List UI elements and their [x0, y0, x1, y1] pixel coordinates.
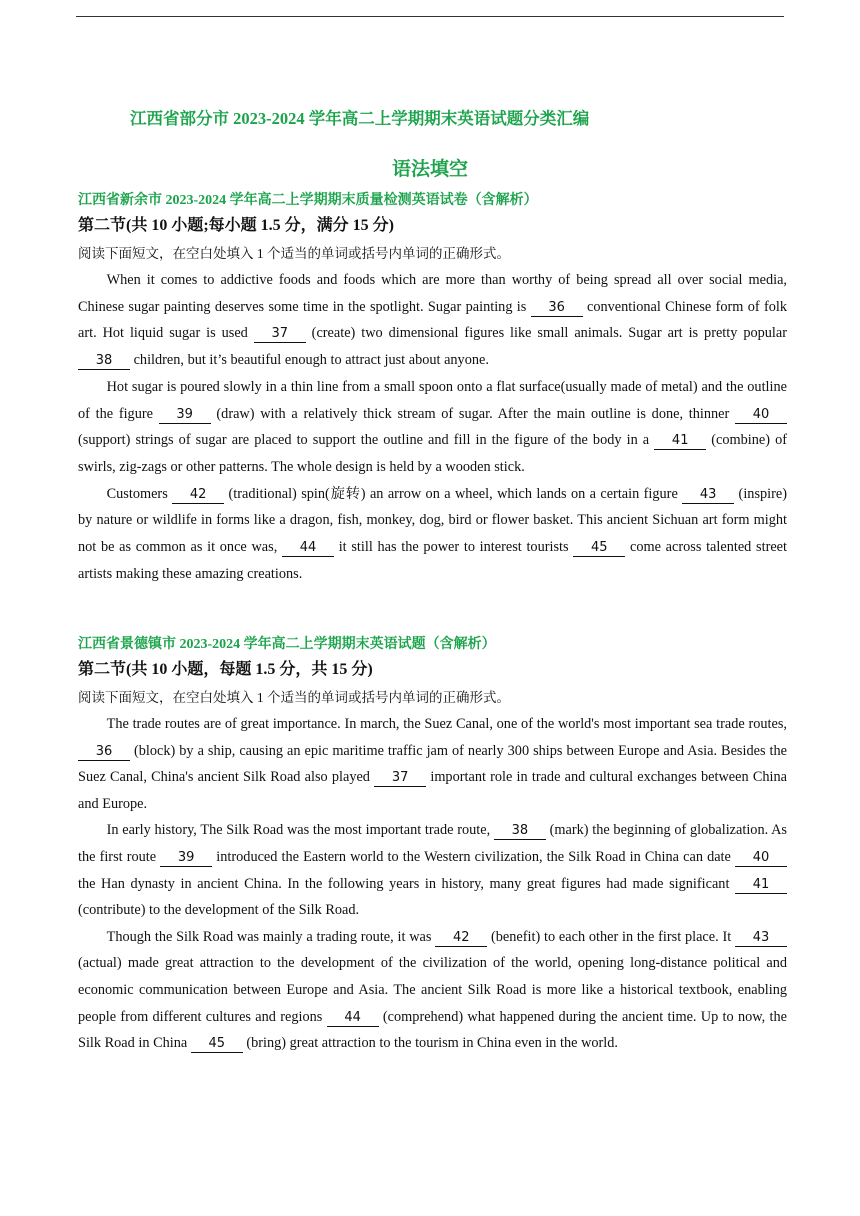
paragraph-text: In early history, The Silk Road was the most important trade route, [106, 822, 494, 839]
paragraph-text: (benefit) to each other in the first place. It [487, 928, 735, 945]
paragraph-text: When it comes to addictive foods and foods which are more than worthy of being spread all over social media, Chinese sugar painting deserves some time in the spotlight. Sugar painting is [78, 272, 787, 315]
paragraph-text: (traditional) spin(旋转) an arrow on a wheel, which lands on a certain figure [224, 485, 683, 502]
answer-blank-45[interactable]: 45 [573, 539, 625, 557]
part-header: 第二节(共 10 小题;每小题 1.5 分，满分 15 分) [78, 217, 394, 234]
paragraph-text: introduced the Eastern world to the Western civilization, the Silk Road in China can date [212, 848, 735, 865]
paragraph [78, 711, 787, 817]
answer-blank-37[interactable]: 37 [254, 325, 306, 343]
answer-blank-41[interactable]: 41 [735, 876, 787, 894]
paragraph-text: (create) two dimensional figures like small animals. Sugar art is pretty popular [305, 325, 787, 342]
paragraph-text: Customers [106, 485, 173, 502]
paragraph-text: Hot sugar is poured slowly in a thin line from a small spoon onto a flat surface(usually made of metal) and the outline of the figure [78, 378, 787, 422]
paragraph-text: (comprehend) what happened during the ancient time. Up to now, the Silk Road in China [78, 1008, 788, 1052]
answer-blank-42[interactable]: 42 [435, 929, 487, 947]
instruction-text: 阅读下面短文，在空白处填入 1 个适当的单词或括号内单词的正确形式。 [78, 690, 510, 705]
paragraph-text: important role in trade and cultural exchanges between China and Europe. [78, 769, 787, 812]
paragraph-text: Though the Silk Road was mainly a trading route, it was [106, 928, 436, 945]
passage-jingdezhen [78, 634, 787, 1057]
paragraph-text: (combine) of swirls, zig-zags or other patterns. The whole design is held by a wooden stick. [78, 432, 787, 475]
answer-blank-43[interactable]: 43 [682, 486, 734, 504]
paragraph-text: (contribute) to the development of the Silk Road. [78, 902, 360, 919]
paragraph [78, 924, 787, 1057]
answer-blank-45[interactable]: 45 [191, 1035, 243, 1053]
paragraph-text: (inspire) by nature or wildlife in forms like a dragon, fish, monkey, dog, bird or flower basket. This ancient Sichuan art form might not be as common as it once was, [78, 485, 787, 556]
paragraph-text: The trade routes are of great importance. In march, the Suez Canal, one of the world's most important sea trade routes, [106, 716, 787, 732]
paragraph-text: (draw) with a relatively thick stream of sugar. After the main outline is done, thinner [210, 405, 735, 422]
answer-blank-39[interactable]: 39 [160, 849, 212, 867]
document-title: 江西省部分市 2023-2024 学年高二上学期期末英语试题分类汇编 [130, 109, 590, 128]
paragraph-text: (mark) the beginning of globalization. As the first route [78, 822, 787, 865]
answer-blank-40[interactable]: 40 [735, 849, 787, 867]
paragraph-text: the Han dynasty in ancient China. In the following years in history, many great figures had made significant [78, 875, 735, 892]
passage-source: 江西省新余市 2023-2024 学年高二上学期期末质量检测英语试卷（含解析） [78, 193, 538, 208]
paragraph-text: (bring) great attraction to the tourism in China even in the world. [242, 1035, 618, 1052]
instruction-text: 阅读下面短文，在空白处填入 1 个适当的单词或括号内单词的正确形式。 [78, 246, 510, 261]
answer-blank-38[interactable]: 38 [494, 822, 546, 840]
paragraph-text: children, but it’s beautiful enough to attract just about anyone. [130, 352, 489, 369]
paragraph [78, 374, 787, 481]
answer-blank-36[interactable]: 36 [78, 743, 130, 761]
answer-blank-44[interactable]: 44 [282, 539, 334, 557]
paragraph [78, 817, 787, 923]
answer-blank-40[interactable]: 40 [735, 406, 787, 424]
answer-blank-39[interactable]: 39 [159, 406, 211, 424]
answer-blank-37[interactable]: 37 [374, 769, 426, 787]
paragraph [78, 267, 787, 374]
paragraph-text: it still has the power to interest tourists [333, 539, 574, 556]
part-header: 第二节(共 10 小题，每题 1.5 分，共 15 分) [78, 661, 373, 678]
header-rule [76, 16, 784, 17]
passage-xinyu [78, 190, 787, 587]
paragraph-text: conventional Chinese form of folk art. Hot liquid sugar is used [78, 298, 787, 342]
paragraph [78, 481, 787, 588]
answer-blank-38[interactable]: 38 [78, 352, 130, 370]
paragraph-text: come across talented street artists making these amazing creations. [78, 539, 787, 582]
answer-blank-36[interactable]: 36 [531, 299, 583, 317]
answer-blank-42[interactable]: 42 [172, 486, 224, 504]
answer-blank-41[interactable]: 41 [654, 432, 706, 450]
answer-blank-43[interactable]: 43 [735, 929, 787, 947]
passage-source: 江西省景德镇市 2023-2024 学年高二上学期期末英语试题（含解析） [78, 637, 496, 652]
paragraph-text: (block) by a ship, causing an epic maritime traffic jam of nearly 300 ships between Europe and Asia. Besides the Suez Canal, China's ancient Silk Road also played [78, 742, 787, 786]
answer-blank-44[interactable]: 44 [327, 1009, 379, 1027]
section-title: 语法填空 [391, 159, 468, 180]
paragraph-text: (support) strings of sugar are placed to support the outline and fill in the figure of the body in a [78, 432, 655, 449]
paragraph-text: (actual) made great attraction to the development of the civilization of the world, opening long-distance political and economic communication between Europe and Asia. The ancient Silk Road is more like a historical textbook, enabling people from different cultures and regions [78, 955, 787, 1025]
